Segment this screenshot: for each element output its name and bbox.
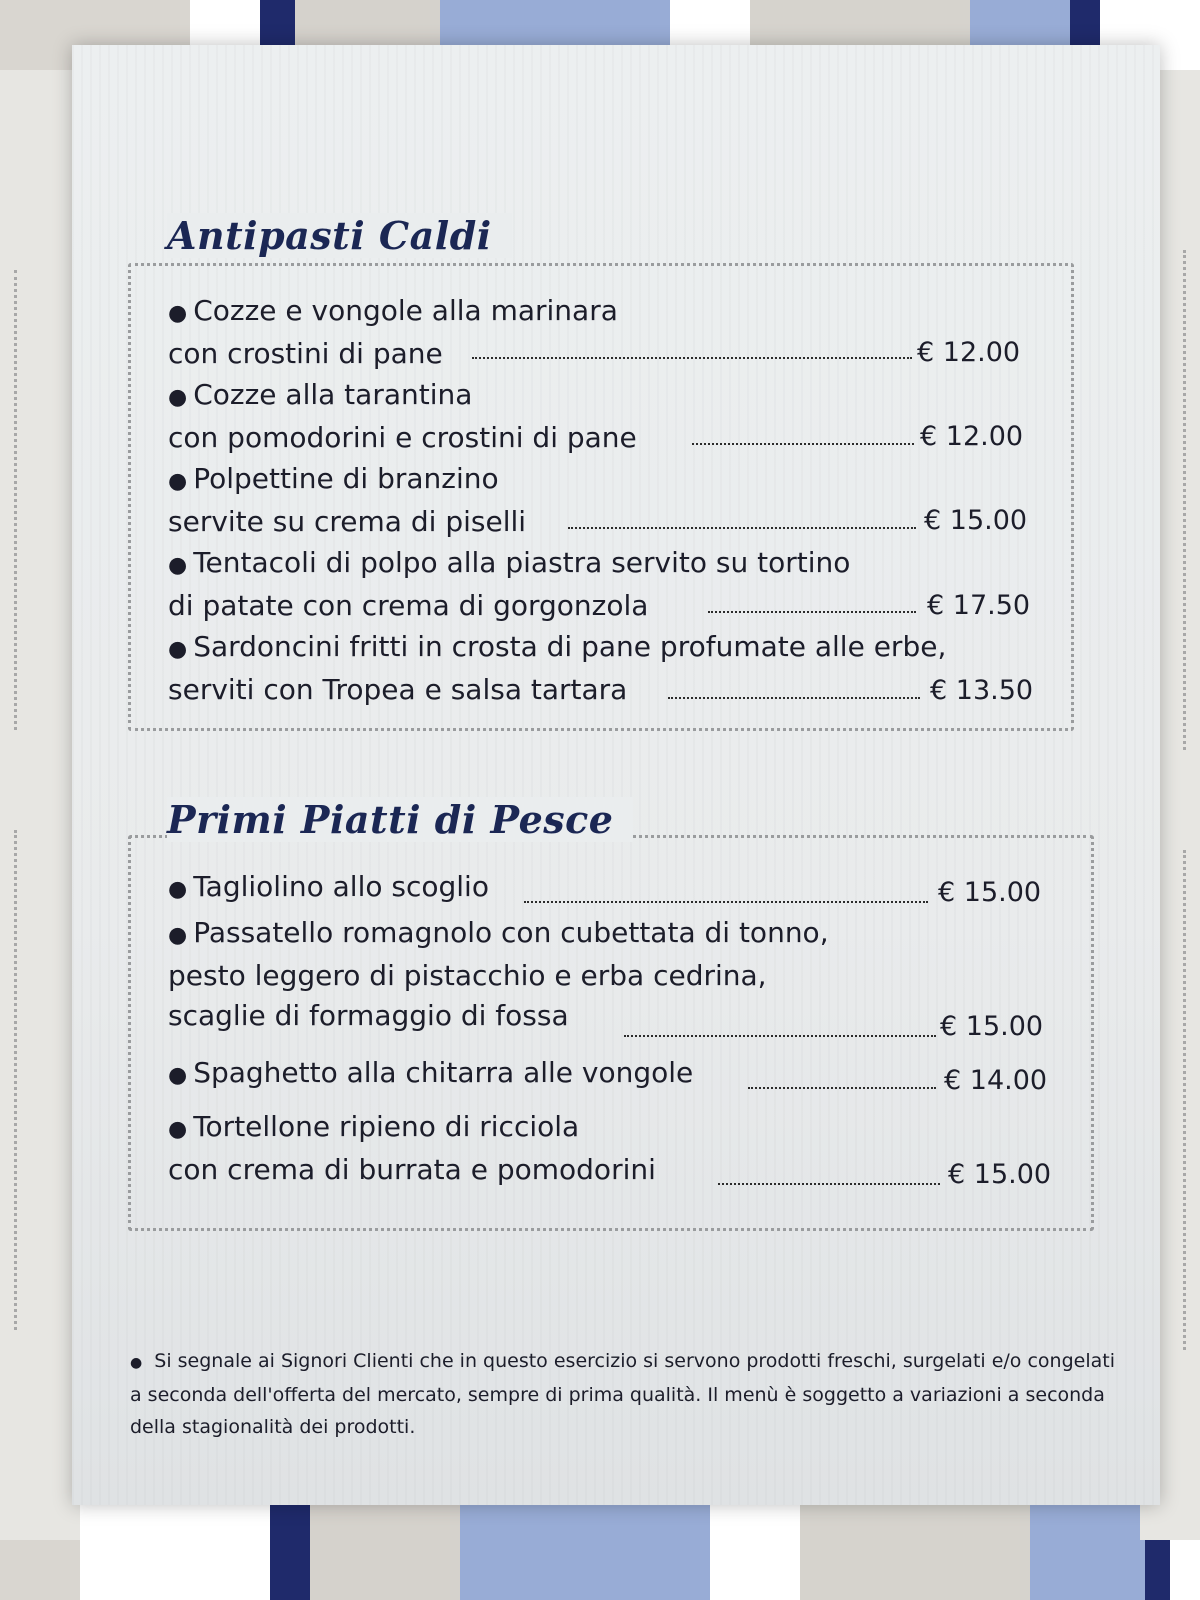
bullet-icon: ● <box>168 637 188 662</box>
menu-item: ● Polpettine di branzino servite su crema di piselli <box>168 462 527 538</box>
bullet-icon: ● <box>168 923 188 948</box>
price-leader <box>692 443 914 445</box>
price-leader <box>718 1183 940 1185</box>
menu-item: ● Passatello romagnolo con cubettata di tonno, pesto leggero di pistacchio e erba cedrina, scaglie di formaggio di fossa <box>168 916 829 1032</box>
menu-item-price: € 17.50 <box>927 590 1031 621</box>
price-leader <box>748 1087 936 1089</box>
price-leader <box>624 1035 936 1037</box>
menu-item: ● Tentacoli di polpo alla piastra servito su tortino di patate con crema di gorgonzola <box>168 546 851 622</box>
menu-item-price: € 12.00 <box>920 421 1024 452</box>
price-leader <box>472 357 912 359</box>
menu-item-price: € 12.00 <box>917 337 1021 368</box>
section-title-primi: Primi Piatti di Pesce <box>167 797 633 842</box>
menu-item: ● Tortellone ripieno di ricciola con crema di burrata e pomodorini <box>168 1110 656 1186</box>
menu-item-price: € 15.00 <box>938 877 1042 908</box>
price-leader <box>708 611 916 613</box>
menu-item: ● Sardoncini fritti in crosta di pane profumate alle erbe, serviti con Tropea e salsa tartara <box>168 630 947 706</box>
section-title-antipasti: Antipasti Caldi <box>167 213 512 258</box>
left-fold-panel <box>0 70 80 1540</box>
bullet-icon: ● <box>168 385 188 410</box>
bullet-icon: ● <box>130 1355 143 1371</box>
menu-item: ● Cozze e vongole alla marinara con crostini di pane <box>168 294 618 370</box>
bullet-icon: ● <box>168 877 188 902</box>
price-leader <box>668 697 920 699</box>
menu-item-price: € 14.00 <box>944 1065 1048 1096</box>
bullet-icon: ● <box>168 469 188 494</box>
bullet-icon: ● <box>168 301 188 326</box>
footnote: ● Si segnale ai Signori Clienti che in questo esercizio si servono prodotti freschi, surgelati e/o congelati a seconda dell'offerta del mercato, sempre di prima qualità. Il menù è soggetto a variazioni a seconda della stagionalità dei prodotti. <box>130 1350 1115 1438</box>
price-leader <box>524 901 928 903</box>
bullet-icon: ● <box>168 553 188 578</box>
price-leader <box>568 527 916 529</box>
menu-item: ● Tagliolino allo scoglio <box>168 870 489 903</box>
bullet-icon: ● <box>168 1063 188 1088</box>
menu-item-price: € 15.00 <box>924 505 1028 536</box>
menu-item-price: € 15.00 <box>940 1011 1044 1042</box>
menu-item-price: € 15.00 <box>948 1159 1052 1190</box>
bullet-icon: ● <box>168 1117 188 1142</box>
menu-item-price: € 13.50 <box>930 675 1034 706</box>
menu-item: ● Spaghetto alla chitarra alle vongole <box>168 1056 694 1089</box>
menu-item: ● Cozze alla tarantina con pomodorini e crostini di pane <box>168 378 637 454</box>
menu-page <box>72 45 1160 1505</box>
